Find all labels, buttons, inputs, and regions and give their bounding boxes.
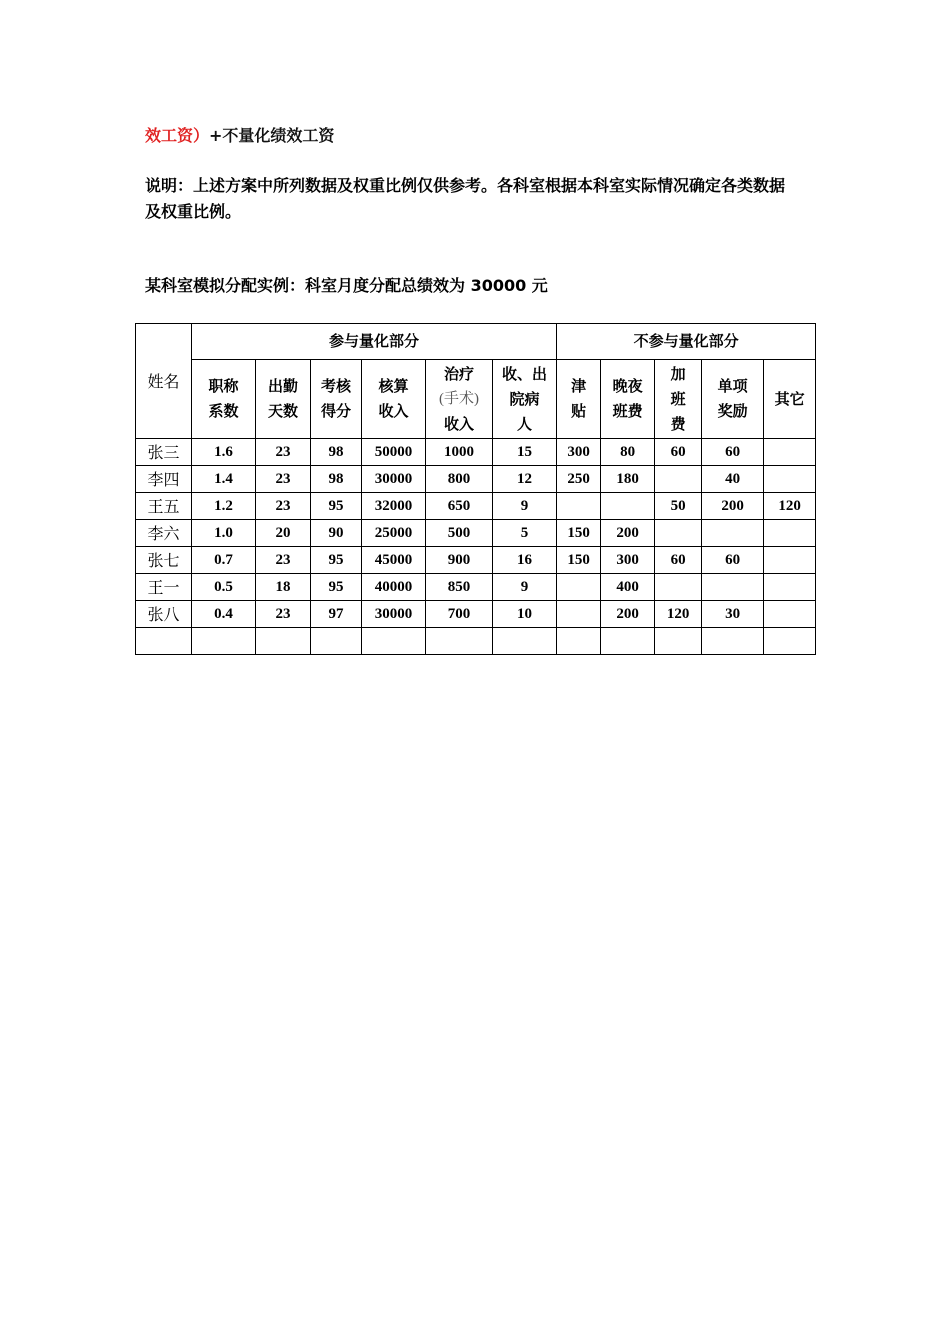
- value-cell: [601, 628, 655, 655]
- name-cell: 张三: [136, 439, 192, 466]
- table-row: [136, 547, 816, 574]
- value-cell: 200: [702, 493, 764, 520]
- value-cell: 23: [256, 439, 311, 466]
- value-cell: [764, 628, 816, 655]
- value-cell: 98: [311, 466, 362, 493]
- column-header-line: 其它: [774, 389, 805, 408]
- value-cell: [557, 601, 601, 628]
- value-cell: 150: [557, 547, 601, 574]
- value-cell: [702, 520, 764, 547]
- value-cell: 0.7: [192, 547, 256, 574]
- column-header-line: 天数: [267, 402, 298, 420]
- value-cell: [764, 574, 816, 601]
- value-cell: 30000: [362, 466, 426, 493]
- column-header: [702, 360, 764, 439]
- value-cell: 60: [655, 439, 702, 466]
- value-cell: 200: [601, 520, 655, 547]
- value-cell: 23: [256, 493, 311, 520]
- value-cell: [557, 493, 601, 520]
- value-cell: 0.4: [192, 601, 256, 628]
- value-cell: [493, 628, 557, 655]
- value-cell: 300: [557, 439, 601, 466]
- column-header-line: 收、出: [502, 364, 548, 383]
- column-header: [192, 360, 256, 439]
- value-cell: 50: [655, 493, 702, 520]
- distribution-table: [135, 323, 816, 655]
- column-header-line: 职称: [208, 377, 239, 395]
- column-header-line: 出勤: [267, 377, 298, 395]
- value-cell: 250: [557, 466, 601, 493]
- value-cell: 850: [426, 574, 493, 601]
- value-cell: 25000: [362, 520, 426, 547]
- value-cell: 180: [601, 466, 655, 493]
- value-cell: 0.5: [192, 574, 256, 601]
- value-cell: [764, 520, 816, 547]
- column-header-line: 核算: [378, 377, 409, 395]
- column-header-line: 加: [670, 364, 686, 383]
- column-header: [493, 360, 557, 439]
- value-cell: [655, 574, 702, 601]
- column-header-line: 治疗: [443, 364, 474, 383]
- value-cell: 1.6: [192, 439, 256, 466]
- value-cell: 40000: [362, 574, 426, 601]
- value-cell: 5: [493, 520, 557, 547]
- value-cell: 98: [311, 439, 362, 466]
- column-header-line: 班: [670, 389, 686, 408]
- column-header: [362, 360, 426, 439]
- value-cell: 700: [426, 601, 493, 628]
- column-header-line: 收入: [378, 402, 409, 420]
- value-cell: [311, 628, 362, 655]
- value-cell: [557, 574, 601, 601]
- column-header: [601, 360, 655, 439]
- table-row: [136, 628, 816, 655]
- value-cell: [362, 628, 426, 655]
- table-row: [136, 601, 816, 628]
- value-cell: [655, 628, 702, 655]
- value-cell: 15: [493, 439, 557, 466]
- column-header-line: 贴: [571, 402, 587, 420]
- value-cell: [256, 628, 311, 655]
- name-cell: 张八: [136, 601, 192, 628]
- value-cell: [426, 628, 493, 655]
- value-cell: 18: [256, 574, 311, 601]
- name-cell: 张七: [136, 547, 192, 574]
- value-cell: [655, 466, 702, 493]
- name-cell: 王一: [136, 574, 192, 601]
- table-row: [136, 439, 816, 466]
- column-header-line: 奖励: [717, 402, 748, 420]
- example-title: 某科室模拟分配实例：科室月度分配总绩效为 30000 元: [145, 276, 548, 295]
- value-cell: 500: [426, 520, 493, 547]
- formula-rest-text: +不量化绩效工资: [209, 126, 335, 145]
- value-cell: 900: [426, 547, 493, 574]
- value-cell: 95: [311, 574, 362, 601]
- value-cell: 16: [493, 547, 557, 574]
- value-cell: 800: [426, 466, 493, 493]
- column-header-line: 院病: [509, 389, 540, 408]
- value-cell: 20: [256, 520, 311, 547]
- non-quantified-group-header: 不参与量化部分: [557, 324, 816, 360]
- value-cell: 60: [655, 547, 702, 574]
- value-cell: 40: [702, 466, 764, 493]
- value-cell: 60: [702, 439, 764, 466]
- value-cell: 9: [493, 493, 557, 520]
- value-cell: 1.0: [192, 520, 256, 547]
- value-cell: [702, 628, 764, 655]
- value-cell: 97: [311, 601, 362, 628]
- value-cell: 60: [702, 547, 764, 574]
- value-cell: 32000: [362, 493, 426, 520]
- name-header: 姓名: [136, 324, 192, 439]
- value-cell: 80: [601, 439, 655, 466]
- table-header-row-1: [136, 324, 816, 360]
- value-cell: 45000: [362, 547, 426, 574]
- column-header-line: 津: [571, 377, 587, 395]
- table-row: [136, 574, 816, 601]
- column-header-line: 考核: [320, 377, 351, 395]
- name-cell: 王五: [136, 493, 192, 520]
- value-cell: [764, 601, 816, 628]
- column-header: [426, 360, 493, 439]
- column-header-line: 系数: [208, 402, 239, 420]
- column-header-line: 得分: [320, 402, 351, 420]
- table-row: [136, 493, 816, 520]
- value-cell: [702, 574, 764, 601]
- value-cell: [655, 520, 702, 547]
- value-cell: 12: [493, 466, 557, 493]
- value-cell: 23: [256, 601, 311, 628]
- name-cell: [136, 628, 192, 655]
- value-cell: 30000: [362, 601, 426, 628]
- value-cell: 400: [601, 574, 655, 601]
- value-cell: [764, 547, 816, 574]
- value-cell: 23: [256, 466, 311, 493]
- value-cell: 150: [557, 520, 601, 547]
- note-line-1: 说明：上述方案中所列数据及权重比例仅供参考。各科室根据本科室实际情况确定各类数据: [145, 176, 786, 195]
- column-header-line: 人: [517, 414, 533, 433]
- value-cell: 200: [601, 601, 655, 628]
- value-cell: 1.4: [192, 466, 256, 493]
- quantified-group-header: 参与量化部分: [192, 324, 557, 360]
- value-cell: 1000: [426, 439, 493, 466]
- table-row: [136, 466, 816, 493]
- value-cell: 650: [426, 493, 493, 520]
- table-header-row-2: [136, 360, 816, 439]
- value-cell: [192, 628, 256, 655]
- table-row: [136, 520, 816, 547]
- value-cell: 90: [311, 520, 362, 547]
- value-cell: [601, 493, 655, 520]
- value-cell: 10: [493, 601, 557, 628]
- value-cell: [764, 439, 816, 466]
- value-cell: 120: [764, 493, 816, 520]
- column-header-line: 班费: [612, 402, 643, 420]
- name-cell: 李四: [136, 466, 192, 493]
- value-cell: 95: [311, 493, 362, 520]
- column-header-line: 晚夜: [612, 377, 643, 395]
- column-header-line: 费: [670, 414, 686, 433]
- value-cell: 23: [256, 547, 311, 574]
- value-cell: 300: [601, 547, 655, 574]
- name-cell: 李六: [136, 520, 192, 547]
- column-header-line: 收入: [443, 414, 474, 433]
- column-header-line: (手术): [439, 390, 479, 407]
- value-cell: 9: [493, 574, 557, 601]
- value-cell: 1.2: [192, 493, 256, 520]
- column-header: [557, 360, 601, 439]
- column-header-line: 单项: [717, 377, 748, 395]
- value-cell: [764, 466, 816, 493]
- value-cell: 30: [702, 601, 764, 628]
- value-cell: 50000: [362, 439, 426, 466]
- value-cell: 120: [655, 601, 702, 628]
- formula-red-text: 效工资）: [145, 126, 210, 145]
- value-cell: 95: [311, 547, 362, 574]
- column-header: [311, 360, 362, 439]
- column-header: [256, 360, 311, 439]
- note-line-2: 及权重比例。: [145, 202, 242, 221]
- formula-tail-line: [145, 124, 334, 148]
- column-header: [764, 360, 816, 439]
- value-cell: [557, 628, 601, 655]
- column-header: [655, 360, 702, 439]
